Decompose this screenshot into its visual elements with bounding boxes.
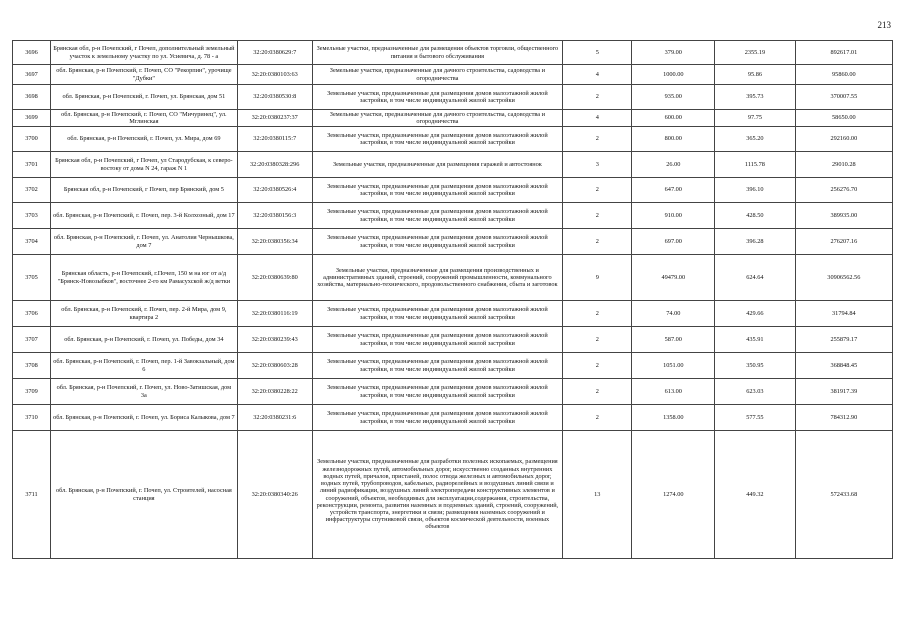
cadastral-number-cell: 32:20:0380340:26: [237, 431, 312, 559]
table-row: [13, 178, 893, 203]
table-row: [13, 110, 893, 127]
specific-value-cell: 577.55: [715, 405, 796, 431]
specific-value-cell: 2355.19: [715, 41, 796, 65]
location-cell: обл. Брянская, р-н Почепский, г. Почеп, ул. Мира, дом 69: [51, 127, 238, 152]
row-number: 3709: [13, 379, 51, 405]
area-cell: 935.00: [632, 85, 715, 110]
cadastral-value-cell: 784312.90: [795, 405, 892, 431]
cadastral-value-cell: 292160.00: [795, 127, 892, 152]
table-row: [13, 65, 893, 85]
use-code-cell: 2: [563, 229, 632, 255]
use-code-cell: 2: [563, 203, 632, 229]
use-code-cell: 4: [563, 65, 632, 85]
row-number: 3703: [13, 203, 51, 229]
land-register-table: [12, 40, 893, 559]
cadastral-value-cell: 381917.39: [795, 379, 892, 405]
row-number: 3708: [13, 353, 51, 379]
cadastral-number-cell: 32:20:0380231:6: [237, 405, 312, 431]
use-code-cell: 9: [563, 255, 632, 301]
use-code-cell: 2: [563, 379, 632, 405]
use-code-cell: 2: [563, 178, 632, 203]
land-use-cell: Земельные участки, предназначенные для размещения домов малоэтажной жилой застройки, в том числе индивидуальной жилой застройки: [312, 178, 562, 203]
cadastral-value-cell: 255879.17: [795, 327, 892, 353]
land-use-cell: Земельные участки, предназначенные для дачного строительства, садоводства и огородничества: [312, 110, 562, 127]
specific-value-cell: 428.50: [715, 203, 796, 229]
table-row: [13, 41, 893, 65]
use-code-cell: 2: [563, 85, 632, 110]
land-use-cell: Земельные участки, предназначенные для размещения производственных и административных зданий, строений, сооружений промышленности, коммунального хозяйства, материально-технического, продовольственного снабжения, сбыта и заготовок: [312, 255, 562, 301]
use-code-cell: 2: [563, 327, 632, 353]
cadastral-value-cell: 256276.70: [795, 178, 892, 203]
location-cell: обл. Брянская, р-н Почепский, г. Почеп, пер. 3-й Колхозный, дом 17: [51, 203, 238, 229]
use-code-cell: 5: [563, 41, 632, 65]
location-cell: обл. Брянская, р-н Почепский, г. Почеп, ул. Строителей, насосная станция: [51, 431, 238, 559]
table-row: [13, 152, 893, 178]
row-number: 3701: [13, 152, 51, 178]
cadastral-number-cell: 32:20:0380115:7: [237, 127, 312, 152]
table-row: [13, 203, 893, 229]
use-code-cell: 13: [563, 431, 632, 559]
specific-value-cell: 365.20: [715, 127, 796, 152]
area-cell: 647.00: [632, 178, 715, 203]
cadastral-value-cell: 389935.00: [795, 203, 892, 229]
location-cell: обл. Брянская, р-н Почепский, г. Почеп, ул. Брянская, дом 51: [51, 85, 238, 110]
cadastral-value-cell: 58650.00: [795, 110, 892, 127]
area-cell: 587.00: [632, 327, 715, 353]
cadastral-number-cell: 32:20:0380116:19: [237, 301, 312, 327]
specific-value-cell: 435.91: [715, 327, 796, 353]
area-cell: 600.00: [632, 110, 715, 127]
cadastral-number-cell: 32:20:0380629:7: [237, 41, 312, 65]
table-row: [13, 431, 893, 559]
row-number: 3700: [13, 127, 51, 152]
row-number: 3697: [13, 65, 51, 85]
area-cell: 1000.00: [632, 65, 715, 85]
area-cell: 26.00: [632, 152, 715, 178]
land-use-cell: Земельные участки, предназначенные для разработки полезных ископаемых, размещения железнодорожных путей, автомобильных дорог, искусственно созданных внутренних водных путей, причалов, пристаней, полос отвода железных и автомобильных дорог, водных путей, трубопроводов, кабельных, радиорелейных и воздушных линий связи и линий радиофикации, воздушных линий электропередачи конструктивных элементов и сооружений, объектов, необходимых для эксплуатации,содержания, строительства, реконструкции, ремонта, развития наземных и подземных зданий, строений, сооружений, устройств транспорта, энергетики и связи; размещения наземных сооружений и инфраструктуры спутниковой связи, объектов космической деятельности, военных объектов: [312, 431, 562, 559]
row-number: 3711: [13, 431, 51, 559]
table-row: [13, 353, 893, 379]
specific-value-cell: 396.28: [715, 229, 796, 255]
table-row: [13, 85, 893, 110]
row-number: 3710: [13, 405, 51, 431]
use-code-cell: 2: [563, 353, 632, 379]
cadastral-number-cell: 32:20:0380356:34: [237, 229, 312, 255]
table-row: [13, 127, 893, 152]
area-cell: 1358.00: [632, 405, 715, 431]
location-cell: обл. Брянская, р-н Почепский, г. Почеп, ул. Победы, дом 34: [51, 327, 238, 353]
location-cell: Брянская обл, р-н Почепский, г Почеп, дополнительный земельный участок к земельному участку по ул. Усиевича, д. 78 - а: [51, 41, 238, 65]
specific-value-cell: 396.10: [715, 178, 796, 203]
location-cell: обл. Брянская, р-н Почепский, г. Почеп, пер. 1-й Завокзальный, дом 6: [51, 353, 238, 379]
table-row: [13, 301, 893, 327]
location-cell: обл. Брянская, р-н Почепский, г. Почеп, ул. Ново-Затишская, дом 3а: [51, 379, 238, 405]
cadastral-number-cell: 32:20:0380228:22: [237, 379, 312, 405]
page-number: 213: [877, 20, 891, 30]
location-cell: Брянская обл, р-н Почепский, г Почеп, ул Стародубская, к северо-востоку от дома N 24, гараж N 1: [51, 152, 238, 178]
cadastral-number-cell: 32:20:0380526:4: [237, 178, 312, 203]
use-code-cell: 4: [563, 110, 632, 127]
table-row: [13, 327, 893, 353]
land-use-cell: Земельные участки, предназначенные для дачного строительства, садоводства и огородничества: [312, 65, 562, 85]
specific-value-cell: 623.03: [715, 379, 796, 405]
specific-value-cell: 429.66: [715, 301, 796, 327]
location-cell: Брянская область, р-н Почепский, г.Почеп, 150 м на юг от а/д "Брянск-Новозыбков", восточнее 2-го км Рамасухской ж/д ветки: [51, 255, 238, 301]
land-use-cell: Земельные участки, предназначенные для размещения домов малоэтажной жилой застройки, в том числе индивидуальной жилой застройки: [312, 301, 562, 327]
table-row: [13, 379, 893, 405]
land-use-cell: Земельные участки, предназначенные для размещения домов малоэтажной жилой застройки, в том числе индивидуальной жилой застройки: [312, 405, 562, 431]
land-use-cell: Земельные участки, предназначенные для размещения домов малоэтажной жилой застройки, в том числе индивидуальной жилой застройки: [312, 353, 562, 379]
specific-value-cell: 395.73: [715, 85, 796, 110]
cadastral-value-cell: 31794.84: [795, 301, 892, 327]
use-code-cell: 2: [563, 405, 632, 431]
row-number: 3705: [13, 255, 51, 301]
specific-value-cell: 95.86: [715, 65, 796, 85]
cadastral-value-cell: 370007.55: [795, 85, 892, 110]
area-cell: 800.00: [632, 127, 715, 152]
specific-value-cell: 97.75: [715, 110, 796, 127]
cadastral-number-cell: 32:20:0380239:43: [237, 327, 312, 353]
specific-value-cell: 624.64: [715, 255, 796, 301]
table-row: [13, 405, 893, 431]
row-number: 3704: [13, 229, 51, 255]
area-cell: 697.00: [632, 229, 715, 255]
land-use-cell: Земельные участки, предназначенные для размещения домов малоэтажной жилой застройки, в том числе индивидуальной жилой застройки: [312, 327, 562, 353]
table-row: [13, 229, 893, 255]
use-code-cell: 2: [563, 127, 632, 152]
area-cell: 1051.00: [632, 353, 715, 379]
table-row: [13, 255, 893, 301]
row-number: 3696: [13, 41, 51, 65]
cadastral-value-cell: 892617.01: [795, 41, 892, 65]
location-cell: обл. Брянская, р-н Почепский, г. Почеп, СО "Рекорпин", урочище "Дубки": [51, 65, 238, 85]
area-cell: 49479.00: [632, 255, 715, 301]
cadastral-value-cell: 572433.68: [795, 431, 892, 559]
location-cell: обл. Брянская, р-н Почепский, г. Почеп, пер. 2-й Мира, дом 9, квартира 2: [51, 301, 238, 327]
cadastral-number-cell: 32:20:0380530:8: [237, 85, 312, 110]
land-use-cell: Земельные участки, предназначенные для размещения домов малоэтажной жилой застройки, в том числе индивидуальной жилой застройки: [312, 203, 562, 229]
location-cell: обл. Брянская, р-н Почепский, г. Почеп, ул. Анатолия Чернышкова, дом 7: [51, 229, 238, 255]
area-cell: 910.00: [632, 203, 715, 229]
cadastral-number-cell: 32:20:0380639:80: [237, 255, 312, 301]
row-number: 3698: [13, 85, 51, 110]
row-number: 3706: [13, 301, 51, 327]
use-code-cell: 3: [563, 152, 632, 178]
area-cell: 613.00: [632, 379, 715, 405]
specific-value-cell: 350.95: [715, 353, 796, 379]
land-use-cell: Земельные участки, предназначенные для размещения домов малоэтажной жилой застройки, в том числе индивидуальной жилой застройки: [312, 379, 562, 405]
use-code-cell: 2: [563, 301, 632, 327]
location-cell: обл. Брянская, р-н Почепский, г. Почеп, СО "Мичуринец", ул. Мглинская: [51, 110, 238, 127]
specific-value-cell: 1115.78: [715, 152, 796, 178]
cadastral-value-cell: 276207.16: [795, 229, 892, 255]
location-cell: обл. Брянская, р-н Почепский, г. Почеп, ул. Бориса Калыкова, дом 7: [51, 405, 238, 431]
location-cell: Брянская обл, р-н Почепский, г Почеп, пер Брянский, дом 5: [51, 178, 238, 203]
cadastral-number-cell: 32:20:0380328:296: [237, 152, 312, 178]
land-use-cell: Земельные участки, предназначенные для размещения домов малоэтажной жилой застройки, в том числе индивидуальной жилой застройки: [312, 229, 562, 255]
area-cell: 379.00: [632, 41, 715, 65]
cadastral-value-cell: 29010.28: [795, 152, 892, 178]
land-use-cell: Земельные участки, предназначенные для размещения домов малоэтажной жилой застройки, в том числе индивидуальной жилой застройки: [312, 85, 562, 110]
cadastral-value-cell: 95860.00: [795, 65, 892, 85]
row-number: 3707: [13, 327, 51, 353]
row-number: 3699: [13, 110, 51, 127]
area-cell: 74.00: [632, 301, 715, 327]
land-use-cell: Земельные участки, предназначенные для размещения домов малоэтажной жилой застройки, в том числе индивидуальной жилой застройки: [312, 127, 562, 152]
row-number: 3702: [13, 178, 51, 203]
cadastral-number-cell: 32:20:0380156:3: [237, 203, 312, 229]
cadastral-number-cell: 32:20:0380603:28: [237, 353, 312, 379]
cadastral-number-cell: 32:20:0380103:63: [237, 65, 312, 85]
area-cell: 1274.00: [632, 431, 715, 559]
land-use-cell: Земельные участки, предназначенные для размещения объектов торговли, общественного питания и бытового обслуживания: [312, 41, 562, 65]
cadastral-value-cell: 368848.45: [795, 353, 892, 379]
cadastral-number-cell: 32:20:0380237:37: [237, 110, 312, 127]
specific-value-cell: 449.32: [715, 431, 796, 559]
cadastral-value-cell: 30906562.56: [795, 255, 892, 301]
land-use-cell: Земельные участки, предназначенные для размещения гаражей и автостоянок: [312, 152, 562, 178]
